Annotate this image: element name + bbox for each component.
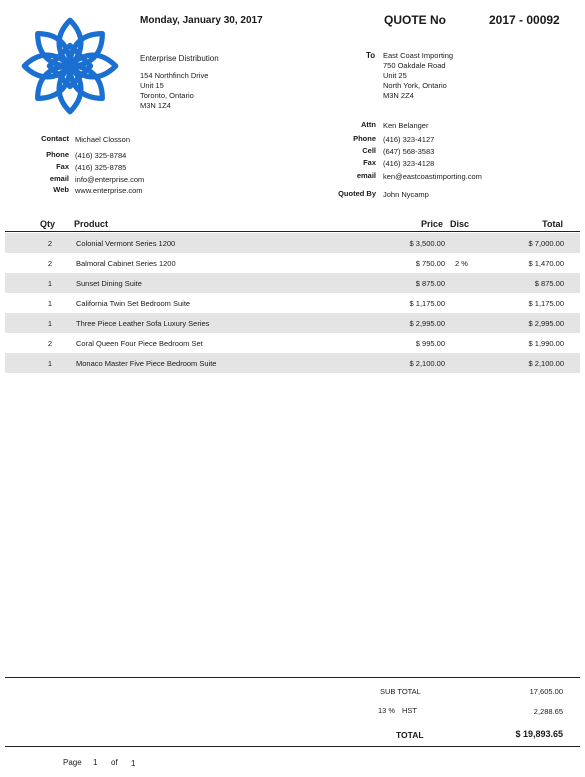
contact-value: Michael Closson bbox=[75, 135, 131, 144]
subtotal-value: 17,605.00 bbox=[529, 687, 563, 696]
email-link[interactable]: info@enterprise.com bbox=[75, 175, 145, 184]
fax-value: (416) 325-8785 bbox=[75, 163, 127, 172]
subtotal-label: SUB TOTAL bbox=[380, 687, 421, 696]
quote-date: Monday, January 30, 2017 bbox=[140, 15, 263, 26]
total-value: $ 19,893.65 bbox=[515, 729, 563, 739]
recipient-address bbox=[383, 51, 453, 101]
cell-qty: 1 bbox=[47, 359, 53, 368]
quoted-by-label: Quoted By bbox=[338, 189, 376, 198]
tax-rate: 13 % bbox=[378, 706, 396, 715]
total-label: TOTAL bbox=[396, 730, 424, 740]
address-line: Toronto, Ontario bbox=[140, 91, 194, 100]
fax-label: Fax bbox=[56, 162, 69, 171]
address-line: Unit 25 bbox=[383, 71, 407, 80]
cell-value: (647) 568-3583 bbox=[383, 147, 435, 156]
cell-qty: 1 bbox=[47, 279, 53, 288]
address-line: East Coast Importing bbox=[383, 51, 454, 60]
address-line: M3N 1Z4 bbox=[140, 101, 171, 110]
cell-total: $ 1,990.00 bbox=[528, 339, 564, 348]
quote-title: QUOTE No bbox=[384, 13, 446, 27]
cell-price: $ 875.00 bbox=[415, 279, 445, 288]
cell-qty: 1 bbox=[47, 299, 53, 308]
email-label: email bbox=[49, 174, 69, 183]
col-header-total: Total bbox=[542, 219, 563, 229]
table-row[interactable] bbox=[5, 273, 580, 293]
cell-price: $ 2,100.00 bbox=[409, 359, 445, 368]
interlaced-star-logo-icon bbox=[18, 14, 122, 118]
cell-disc: 2 % bbox=[455, 259, 468, 268]
cell-label: Cell bbox=[362, 146, 376, 155]
attn-value: Ken Belanger bbox=[383, 121, 429, 130]
table-row[interactable] bbox=[5, 353, 580, 373]
cell-price: $ 3,500.00 bbox=[409, 239, 445, 248]
cell-product: Balmoral Cabinet Series 1200 bbox=[76, 259, 176, 268]
page-count: 1 bbox=[131, 759, 136, 768]
cell-total: $ 2,995.00 bbox=[528, 319, 564, 328]
cell-total: $ 875.00 bbox=[534, 279, 564, 288]
tax-value: 2,288.65 bbox=[533, 707, 563, 716]
cell-price: $ 2,995.00 bbox=[409, 319, 445, 328]
col-header-price: Price bbox=[420, 219, 443, 229]
quote-number: 2017 - 00092 bbox=[489, 13, 560, 27]
fax-value: (416) 323-4128 bbox=[383, 159, 435, 168]
quoted-by-value: John Nycamp bbox=[383, 190, 429, 199]
cell-total: $ 1,175.00 bbox=[528, 299, 564, 308]
table-row[interactable] bbox=[5, 313, 580, 333]
phone-value: (416) 325-8784 bbox=[75, 151, 127, 160]
col-header-disc: Disc bbox=[450, 219, 470, 229]
address-line: 154 Northfinch Drive bbox=[140, 71, 209, 80]
cell-total: $ 2,100.00 bbox=[528, 359, 564, 368]
cell-price: $ 1,175.00 bbox=[409, 299, 445, 308]
cell-product: Colonial Vermont Series 1200 bbox=[76, 239, 176, 248]
table-row[interactable] bbox=[5, 333, 580, 353]
cell-qty: 2 bbox=[47, 239, 53, 248]
cell-product: Three Piece Leather Sofa Luxury Series bbox=[76, 319, 210, 328]
address-line: Unit 15 bbox=[140, 81, 164, 90]
email-link[interactable]: ken@eastcoastimporting.com bbox=[383, 172, 482, 181]
cell-product: Sunset Dining Suite bbox=[76, 279, 142, 288]
cell-product: Coral Queen Four Piece Bedroom Set bbox=[76, 339, 203, 348]
summary-rule bbox=[5, 677, 580, 678]
company-address bbox=[140, 71, 208, 111]
web-link[interactable]: www.enterprise.com bbox=[75, 186, 143, 195]
page-of-label: of bbox=[111, 758, 118, 767]
footer-rule bbox=[5, 746, 580, 747]
address-line: 750 Oakdale Road bbox=[383, 61, 446, 70]
phone-label: Phone bbox=[46, 150, 69, 159]
cell-qty: 2 bbox=[47, 339, 53, 348]
table-header-rule bbox=[5, 231, 580, 232]
col-header-product: Product bbox=[74, 219, 109, 229]
table-row[interactable] bbox=[5, 253, 580, 273]
cell-price: $ 750.00 bbox=[415, 259, 445, 268]
phone-value: (416) 323-4127 bbox=[383, 135, 435, 144]
contact-label: Contact bbox=[41, 134, 69, 143]
cell-total: $ 7,000.00 bbox=[528, 239, 564, 248]
address-line: M3N 2Z4 bbox=[383, 91, 414, 100]
cell-qty: 1 bbox=[47, 319, 53, 328]
address-line: North York, Ontario bbox=[383, 81, 447, 90]
col-header-qty: Qty bbox=[40, 219, 56, 229]
page-number: 1 bbox=[93, 758, 98, 767]
tax-label: HST bbox=[402, 706, 417, 715]
company-name: Enterprise Distribution bbox=[140, 54, 219, 63]
line-items-table bbox=[5, 233, 580, 373]
cell-qty: 2 bbox=[47, 259, 53, 268]
email-label: email bbox=[356, 171, 376, 180]
phone-label: Phone bbox=[353, 134, 376, 143]
to-label: To bbox=[366, 51, 376, 60]
page-label: Page bbox=[63, 758, 82, 767]
cell-total: $ 1,470.00 bbox=[528, 259, 564, 268]
fax-label: Fax bbox=[363, 158, 376, 167]
cell-product: California Twin Set Bedroom Suite bbox=[76, 299, 191, 308]
web-label: Web bbox=[53, 185, 69, 194]
table-row[interactable] bbox=[5, 293, 580, 313]
cell-price: $ 995.00 bbox=[415, 339, 445, 348]
cell-product: Monaco Master Five Piece Bedroom Suite bbox=[76, 359, 217, 368]
attn-label: Attn bbox=[361, 120, 376, 129]
table-row[interactable] bbox=[5, 233, 580, 253]
